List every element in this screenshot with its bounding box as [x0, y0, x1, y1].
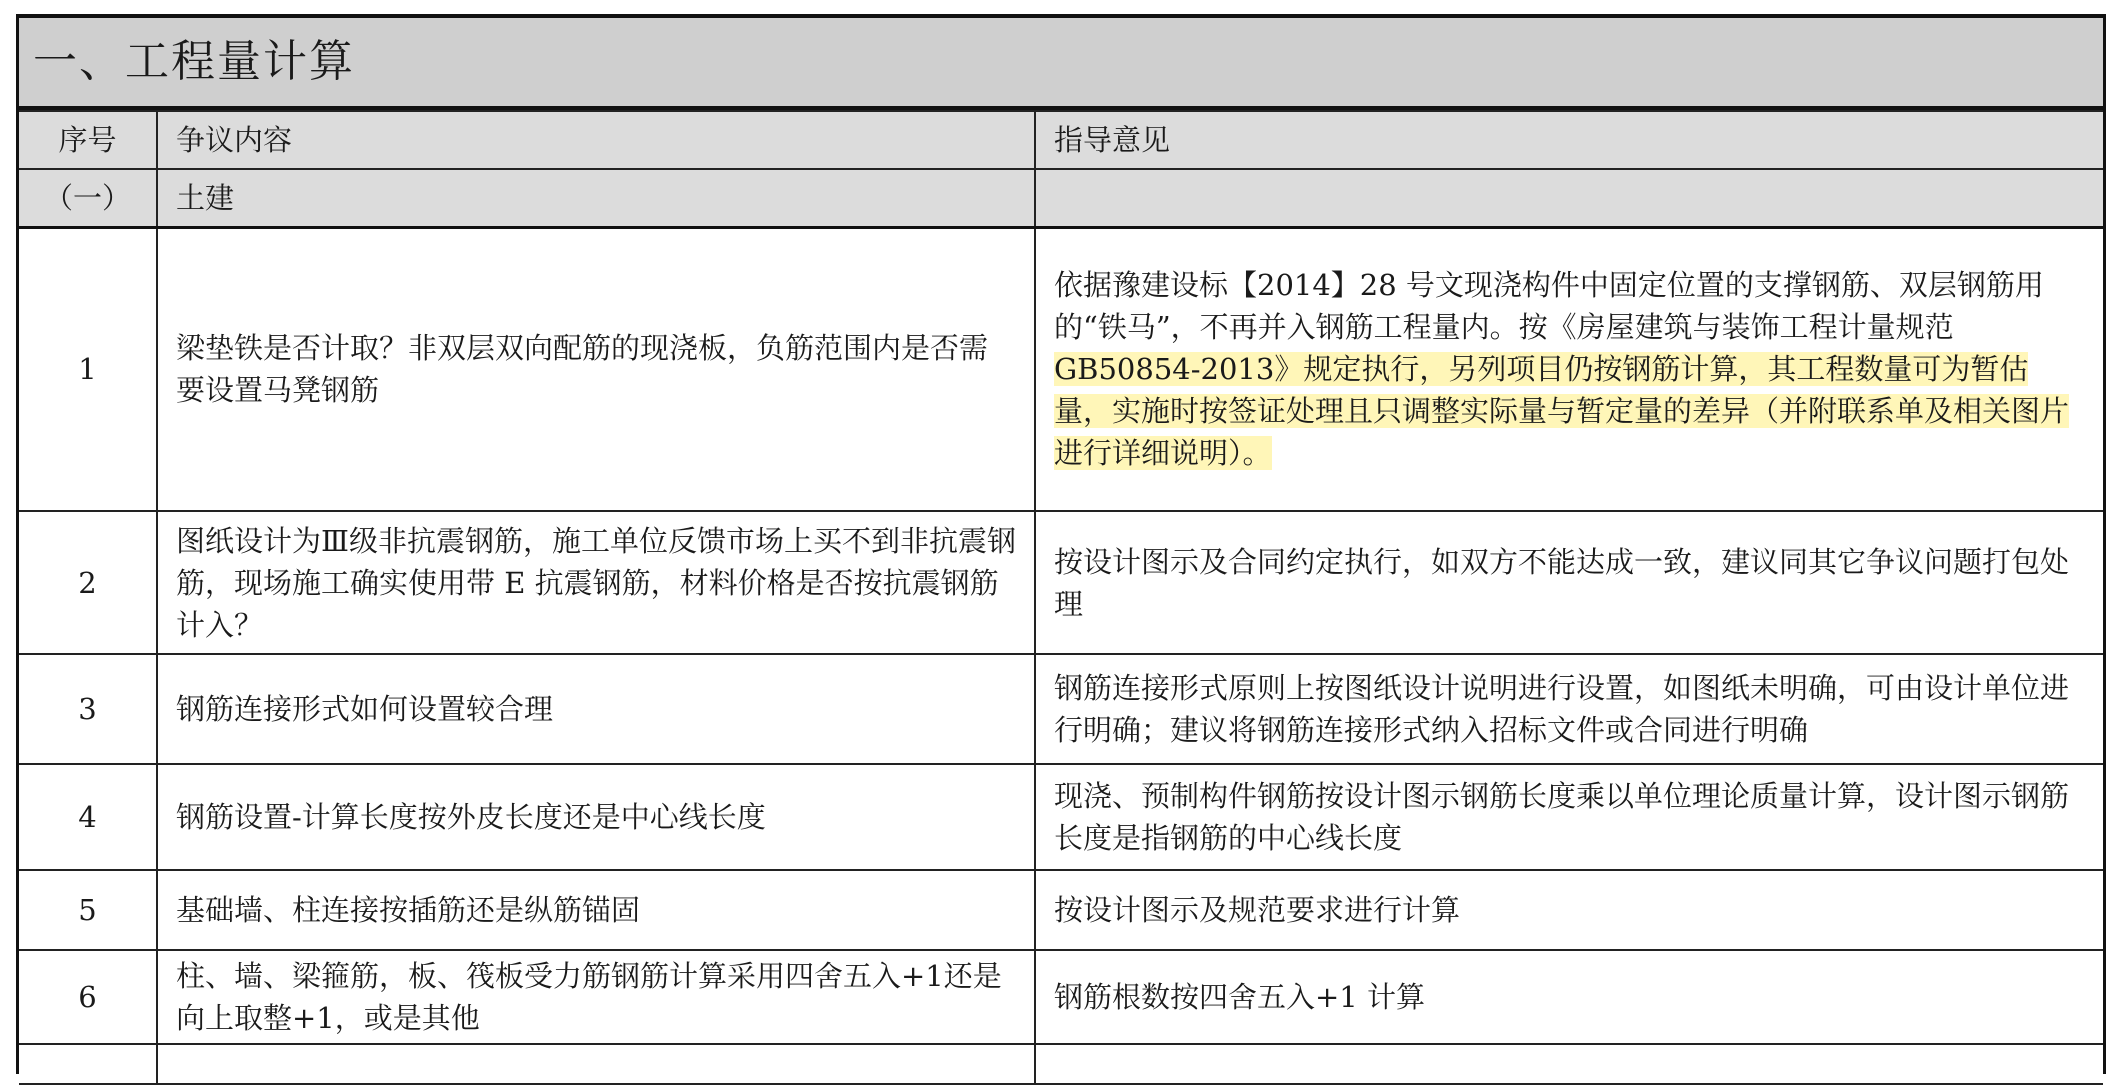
- row-no: 5: [19, 870, 157, 950]
- guidance-highlight: 量，实施时按签证处理且只调整实际量与暂定量的差异（并附联系单及相关图片进行详细说明）。: [1054, 394, 2070, 471]
- row-no: 4: [19, 764, 157, 870]
- row-content: 图纸设计为Ⅲ级非抗震钢筋，施工单位反馈市场上买不到非抗震钢筋，现场施工确实使用带 E 抗震钢筋，材料价格是否按抗震钢筋计入？: [157, 511, 1035, 654]
- header-content: 争议内容: [157, 111, 1035, 169]
- row-guidance: 钢筋连接形式原则上按图纸设计说明进行设置，如图纸未明确，可由设计单位进行明确；建议将钢筋连接形式纳入招标文件或合同进行明确: [1035, 654, 2103, 764]
- row-content: 钢筋设置-计算长度按外皮长度还是中心线长度: [157, 764, 1035, 870]
- row-no: 3: [19, 654, 157, 764]
- guidance-highlight: GB50854-2013》规定执行，另列项目仍按钢筋计算，其工程数量可为暂估: [1054, 352, 2029, 387]
- row-content: [157, 1044, 1035, 1084]
- row-guidance: 现浇、预制构件钢筋按设计图示钢筋长度乘以单位理论质量计算，设计图示钢筋长度是指钢筋的中心线长度: [1035, 764, 2103, 870]
- header-guidance: 指导意见: [1035, 111, 2103, 169]
- section-title: 一、工程量计算: [19, 18, 2103, 110]
- guidance-text: 依据豫建设标【2014】28 号文现浇构件中固定位置的支撑钢筋、双层钢筋用的“铁马”，不再并入钢筋工程量内。按《房屋建筑与装饰工程计量规范: [1054, 268, 2044, 345]
- row-content: 基础墙、柱连接按插筋还是纵筋锚固: [157, 870, 1035, 950]
- row-content: 钢筋连接形式如何设置较合理: [157, 654, 1035, 764]
- row-guidance: 钢筋根数按四舍五入+1 计算: [1035, 950, 2103, 1044]
- table-row: [19, 870, 2103, 950]
- row-no: [19, 1044, 157, 1084]
- header-no: 序号: [19, 111, 157, 169]
- table-row: [19, 511, 2103, 654]
- table-row-partial: [19, 1044, 2103, 1084]
- table-row: [19, 764, 2103, 870]
- subsection-no: （一）: [19, 169, 157, 227]
- row-guidance: [1035, 1044, 2103, 1084]
- row-guidance: 按设计图示及合同约定执行，如双方不能达成一致，建议同其它争议问题打包处理: [1035, 511, 2103, 654]
- row-guidance: 按设计图示及规范要求进行计算: [1035, 870, 2103, 950]
- table-row: [19, 950, 2103, 1044]
- subsection-label: 土建: [157, 169, 1035, 227]
- row-no: 6: [19, 950, 157, 1044]
- row-no: 1: [19, 227, 157, 511]
- table-row: [19, 654, 2103, 764]
- table-row: [19, 227, 2103, 511]
- document-sheet: [16, 14, 2106, 1074]
- subsection-empty: [1035, 169, 2103, 227]
- row-no: 2: [19, 511, 157, 654]
- row-content: 梁垫铁是否计取？非双层双向配筋的现浇板，负筋范围内是否需要设置马凳钢筋: [157, 227, 1035, 511]
- table-header-row: [19, 111, 2103, 169]
- subsection-row: [19, 169, 2103, 227]
- dispute-table: [19, 110, 2103, 1085]
- row-content: 柱、墙、梁箍筋，板、筏板受力筋钢筋计算采用四舍五入+1还是向上取整+1，或是其他: [157, 950, 1035, 1044]
- row-guidance: [1035, 227, 2103, 511]
